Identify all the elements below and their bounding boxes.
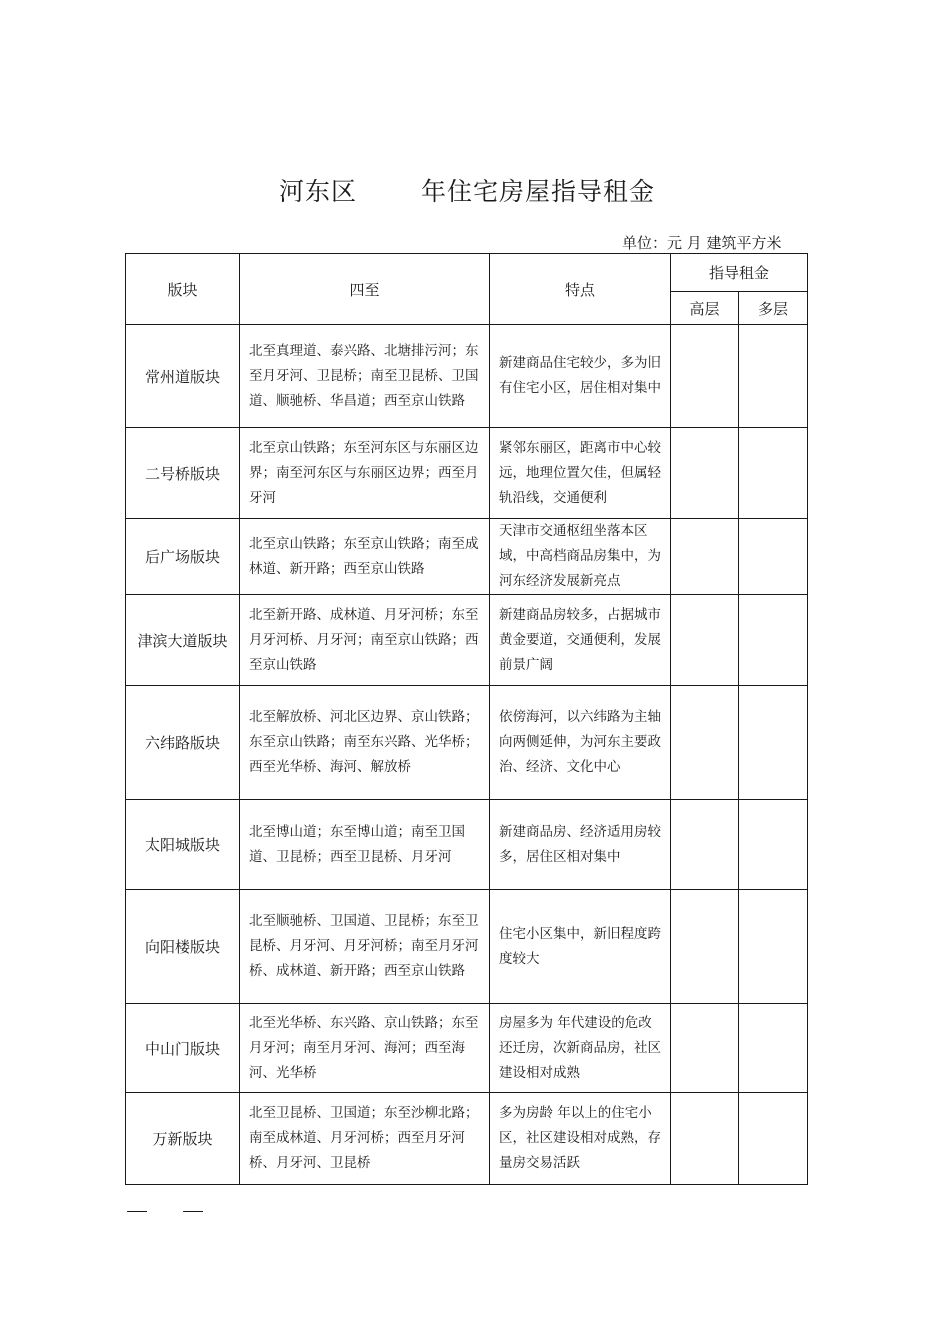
block-feature: 依傍海河，以六纬路为主轴向两侧延伸，为河东主要政治、经济、文化中心: [490, 686, 671, 800]
block-bounds: 北至真理道、泰兴路、北塘排污河；东至月牙河、卫昆桥；南至卫昆桥、卫国道、顺驰桥、华昌道；西至京山铁路: [240, 325, 490, 428]
table-row: [126, 800, 808, 890]
block-name: 二号桥版块: [126, 428, 240, 519]
block-bounds: 北至解放桥、河北区边界、京山铁路；东至京山铁路；南至东兴路、光华桥；西至光华桥、海河、解放桥: [240, 686, 490, 800]
block-feature: 房屋多为 年代建设的危改还迁房，次新商品房，社区建设相对成熟: [490, 1004, 671, 1093]
rent-multi-cell: [739, 325, 808, 428]
rent-multi-cell: [739, 686, 808, 800]
block-feature: 天津市交通枢纽坐落本区域，中高档商品房集中，为河东经济发展新亮点: [490, 519, 671, 595]
unit-label: 单位：元 月 建筑平方米: [622, 234, 782, 252]
block-name: 后广场版块: [126, 519, 240, 595]
rent-high-cell: [671, 890, 739, 1004]
table-row: [126, 1004, 808, 1093]
table-row: [126, 1093, 808, 1185]
block-bounds: 北至光华桥、东兴路、京山铁路；东至月牙河；南至月牙河、海河；西至海河、光华桥: [240, 1004, 490, 1093]
block-feature: 新建商品房、经济适用房较多，居住区相对集中: [490, 800, 671, 890]
block-bounds: 北至京山铁路；东至京山铁路；南至成林道、新开路；西至京山铁路: [240, 519, 490, 595]
block-bounds: 北至新开路、成林道、月牙河桥；东至月牙河桥、月牙河；南至京山铁路；西至京山铁路: [240, 595, 490, 686]
page-title: [0, 172, 950, 212]
page-number-marker: [127, 1200, 239, 1216]
header-high-rise: 高层: [671, 292, 739, 325]
rent-table: [125, 253, 808, 1185]
rent-multi-cell: [739, 890, 808, 1004]
block-feature: 新建商品房较多，占据城市黄金要道，交通便利，发展前景广阔: [490, 595, 671, 686]
block-bounds: 北至博山道；东至博山道；南至卫国道、卫昆桥；西至卫昆桥、月牙河: [240, 800, 490, 890]
block-name: 中山门版块: [126, 1004, 240, 1093]
rent-high-cell: [671, 519, 739, 595]
rent-multi-cell: [739, 1004, 808, 1093]
footer-dash: [127, 1211, 147, 1212]
block-name: 万新版块: [126, 1093, 240, 1185]
block-name: 向阳楼版块: [126, 890, 240, 1004]
header-rent: 指导租金: [671, 254, 808, 292]
table-row: [126, 686, 808, 800]
block-name: 六纬路版块: [126, 686, 240, 800]
rent-high-cell: [671, 1093, 739, 1185]
block-bounds: 北至卫昆桥、卫国道；东至沙柳北路；南至成林道、月牙河桥；西至月牙河桥、月牙河、卫昆桥: [240, 1093, 490, 1185]
rent-high-cell: [671, 800, 739, 890]
block-bounds: 北至京山铁路；东至河东区与东丽区边界；南至河东区与东丽区边界；西至月牙河: [240, 428, 490, 519]
block-bounds: 北至顺驰桥、卫国道、卫昆桥；东至卫昆桥、月牙河、月牙河桥；南至月牙河桥、成林道、新开路；西至京山铁路: [240, 890, 490, 1004]
rent-high-cell: [671, 686, 739, 800]
title-main: 年住宅房屋指导租金: [421, 177, 656, 206]
rent-multi-cell: [739, 428, 808, 519]
block-feature: 新建商品住宅较少，多为旧有住宅小区，居住相对集中: [490, 325, 671, 428]
block-feature: 住宅小区集中，新旧程度跨度较大: [490, 890, 671, 1004]
header-block: 版块: [126, 254, 240, 325]
header-feature: 特点: [490, 254, 671, 325]
block-name: 常州道版块: [126, 325, 240, 428]
footer-dash: [183, 1211, 203, 1212]
table-row: [126, 325, 808, 428]
rent-multi-cell: [739, 595, 808, 686]
table-row: [126, 890, 808, 1004]
header-multi-storey: 多层: [739, 292, 808, 325]
rent-high-cell: [671, 1004, 739, 1093]
block-feature: 紧邻东丽区，距离市中心较远，地理位置欠佳，但属轻轨沿线，交通便利: [490, 428, 671, 519]
table-row: [126, 595, 808, 686]
title-district: 河东区: [279, 177, 358, 206]
rent-multi-cell: [739, 1093, 808, 1185]
rent-multi-cell: [739, 800, 808, 890]
block-feature: 多为房龄 年以上的住宅小区，社区建设相对成熟，存量房交易活跃: [490, 1093, 671, 1185]
rent-high-cell: [671, 325, 739, 428]
block-name: 太阳城版块: [126, 800, 240, 890]
header-bounds: 四至: [240, 254, 490, 325]
table-row: [126, 519, 808, 595]
rent-multi-cell: [739, 519, 808, 595]
table-row: [126, 428, 808, 519]
rent-high-cell: [671, 595, 739, 686]
block-name: 津滨大道版块: [126, 595, 240, 686]
rent-high-cell: [671, 428, 739, 519]
